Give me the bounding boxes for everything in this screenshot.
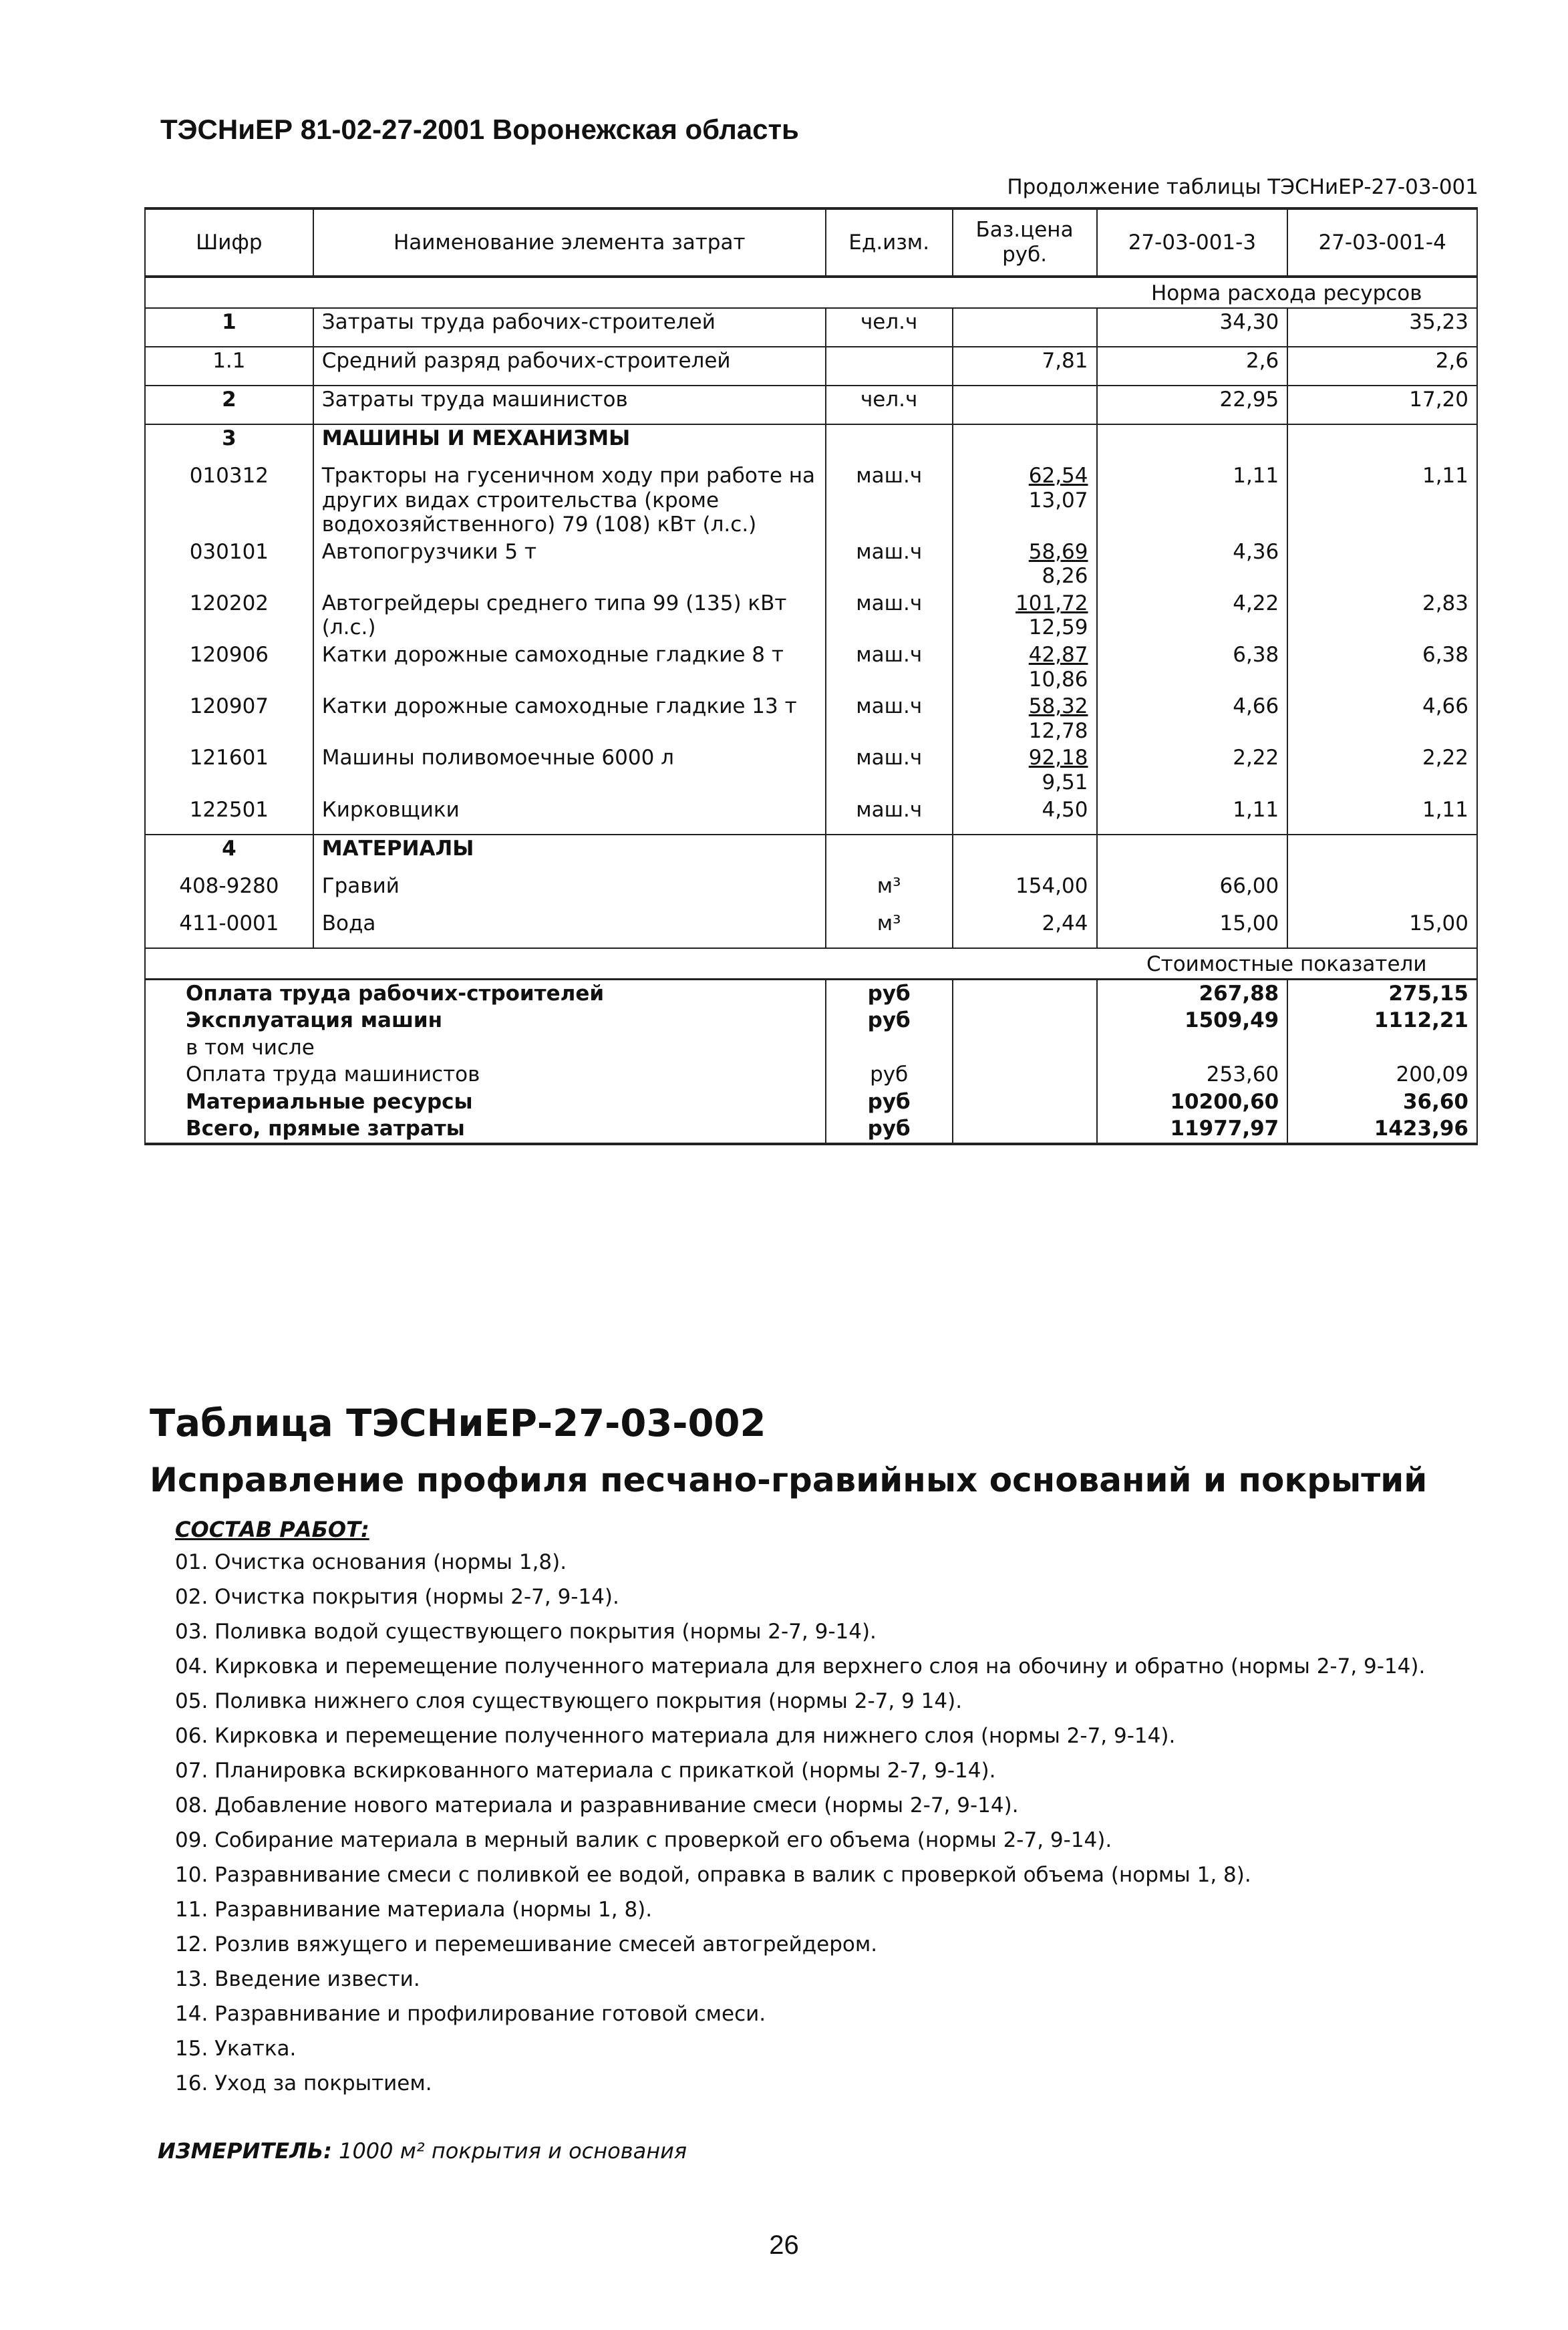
work-item: 11. Разравнивание материала (нормы 1, 8). — [175, 1898, 653, 1922]
price-wage: 9,51 — [1042, 770, 1088, 794]
cell-v3: 4,36 — [1097, 539, 1288, 590]
document-header: ТЭСНиЕР 81-02-27-2001 Воронежская область — [160, 114, 799, 145]
summary-value-3: 1509,49 — [1097, 1007, 1288, 1034]
work-item: 13. Введение извести. — [175, 1967, 420, 1991]
summary-row — [145, 1007, 1477, 1034]
cell-name: Гравий — [313, 873, 826, 910]
table-row — [145, 539, 1477, 590]
price-total: 42,87 — [1028, 643, 1088, 668]
price-wage: 12,59 — [1028, 615, 1088, 640]
col-header-unit: Ед.изм. — [826, 208, 953, 277]
price-wage: 12,78 — [1028, 718, 1088, 743]
cell-v4 — [1287, 835, 1477, 873]
cell-code: 4 — [145, 835, 313, 873]
summary-value-4: 200,09 — [1287, 1061, 1477, 1088]
table-header-row — [145, 208, 1477, 277]
meter-value: 1000 м² покрытия и основания — [339, 2138, 687, 2164]
cell-v4: 1,11 — [1287, 462, 1477, 539]
cell-v3: 1,11 — [1097, 796, 1288, 835]
col-header-price-line1: Баз.цена — [975, 218, 1074, 243]
work-item: 15. Укатка. — [175, 2037, 297, 2061]
price-wage: 13,07 — [1028, 488, 1088, 513]
cell-price — [953, 386, 1097, 424]
work-item: 02. Очистка покрытия (нормы 2-7, 9-14). — [175, 1585, 619, 1609]
table-continuation-note: Продолжение таблицы ТЭСНиЕР-27-03-001 — [1007, 175, 1478, 199]
summary-rows — [145, 979, 1477, 1144]
cell-price — [953, 796, 1097, 835]
cell-unit — [826, 835, 953, 873]
price-total: 2,44 — [1042, 911, 1088, 935]
cell-v4: 2,83 — [1287, 590, 1477, 641]
work-item: 10. Разравнивание смеси с поливкой ее водой, оправка в валик с проверкой объема (нормы 1, 8). — [175, 1863, 1251, 1887]
table-row — [145, 796, 1477, 835]
summary-label: Материальные ресурсы — [145, 1088, 826, 1116]
band-norms-label: Норма расхода ресурсов — [1097, 277, 1478, 308]
cell-name: Затраты труда машинистов — [313, 386, 826, 424]
summary-value-3: 267,88 — [1097, 979, 1288, 1007]
cell-price — [953, 910, 1097, 948]
table-row — [145, 693, 1477, 744]
cell-price — [953, 539, 1097, 590]
summary-value-3: 11977,97 — [1097, 1115, 1288, 1144]
band-costs-row — [145, 948, 1477, 980]
col-header-name: Наименование элемента затрат — [313, 208, 826, 277]
work-item: 05. Поливка нижнего слоя существующего покрытия (нормы 2-7, 9 14). — [175, 1689, 963, 1713]
cell-v3: 66,00 — [1097, 873, 1288, 910]
table-row — [145, 873, 1477, 910]
band-norms-row — [145, 277, 1477, 308]
cell-price — [953, 462, 1097, 539]
summary-value-3: 253,60 — [1097, 1061, 1288, 1088]
cell-code: 2 — [145, 386, 313, 424]
price-total: 62,54 — [1028, 464, 1088, 488]
cell-unit: м³ — [826, 910, 953, 948]
summary-value-4: 36,60 — [1287, 1088, 1477, 1116]
page-number: 26 — [769, 2230, 799, 2260]
work-item: 08. Добавление нового материала и разравнивание смеси (нормы 2-7, 9-14). — [175, 1793, 1019, 1817]
cell-code: 411-0001 — [145, 910, 313, 948]
meter-label: ИЗМЕРИТЕЛЬ: — [158, 2138, 332, 2164]
col-header-price — [953, 208, 1097, 277]
cell-v3: 2,6 — [1097, 347, 1288, 386]
cell-v4 — [1287, 873, 1477, 910]
meter-line — [158, 2138, 687, 2164]
cell-price — [953, 744, 1097, 796]
col-header-norm-4: 27-03-001-4 — [1287, 208, 1477, 277]
price-total: 101,72 — [1015, 591, 1088, 615]
price-total: 58,69 — [1028, 539, 1088, 564]
col-header-norm-3: 27-03-001-3 — [1097, 208, 1288, 277]
cell-v3: 2,22 — [1097, 744, 1288, 796]
cell-v4 — [1287, 539, 1477, 590]
summary-unit — [826, 1034, 953, 1062]
work-item: 03. Поливка водой существующего покрытия (нормы 2-7, 9-14). — [175, 1620, 877, 1644]
cell-v3: 15,00 — [1097, 910, 1288, 948]
price-total: 7,81 — [1042, 349, 1088, 373]
table-row — [145, 424, 1477, 462]
resource-rows — [145, 308, 1477, 948]
table2-title: Таблица ТЭСНиЕР-27-03-002 — [150, 1402, 766, 1445]
col-header-code: Шифр — [145, 208, 313, 277]
cell-unit: маш.ч — [826, 796, 953, 835]
cell-name: Катки дорожные самоходные гладкие 13 т — [313, 693, 826, 744]
cell-unit: маш.ч — [826, 539, 953, 590]
summary-unit: руб — [826, 1088, 953, 1116]
cell-price — [953, 590, 1097, 641]
cell-price — [953, 835, 1097, 873]
table-row — [145, 308, 1477, 347]
cell-code: 1.1 — [145, 347, 313, 386]
price-total: 92,18 — [1028, 746, 1088, 770]
price-total: 4,50 — [1042, 797, 1088, 822]
cell-name: Катки дорожные самоходные гладкие 8 т — [313, 641, 826, 693]
cell-v4: 4,66 — [1287, 693, 1477, 744]
cell-unit: чел.ч — [826, 308, 953, 347]
cell-name: МАШИНЫ И МЕХАНИЗМЫ — [313, 424, 826, 462]
summary-unit: руб — [826, 1061, 953, 1088]
summary-value-4: 1423,96 — [1287, 1115, 1477, 1144]
cell-v4 — [1287, 424, 1477, 462]
cell-unit: маш.ч — [826, 744, 953, 796]
work-item: 09. Собирание материала в мерный валик с проверкой его объема (нормы 2-7, 9-14). — [175, 1828, 1112, 1852]
table2-subtitle: Исправление профиля песчано-гравийных оснований и покрытий — [150, 1461, 1428, 1499]
summary-row — [145, 1088, 1477, 1116]
work-item: 01. Очистка основания (нормы 1,8). — [175, 1550, 567, 1574]
table-row — [145, 744, 1477, 796]
summary-value-3: 10200,60 — [1097, 1088, 1288, 1116]
table-row — [145, 462, 1477, 539]
cell-v3: 1,11 — [1097, 462, 1288, 539]
cell-unit: чел.ч — [826, 386, 953, 424]
summary-label: Всего, прямые затраты — [145, 1115, 826, 1144]
cell-code: 120906 — [145, 641, 313, 693]
cell-v4: 2,6 — [1287, 347, 1477, 386]
cell-price — [953, 347, 1097, 386]
cell-v3 — [1097, 835, 1288, 873]
summary-row — [145, 1034, 1477, 1062]
table-row — [145, 910, 1477, 948]
cell-v4: 1,11 — [1287, 796, 1477, 835]
work-item: 04. Кирковка и перемещение полученного материала для верхнего слоя на обочину и обратно (нормы 2-7, 9-14). — [175, 1654, 1426, 1679]
cell-unit: маш.ч — [826, 590, 953, 641]
summary-unit: руб — [826, 1007, 953, 1034]
summary-value-4: 1112,21 — [1287, 1007, 1477, 1034]
price-total: 154,00 — [1015, 873, 1088, 898]
cell-name: Средний разряд рабочих-строителей — [313, 347, 826, 386]
cell-name: Вода — [313, 910, 826, 948]
work-item: 12. Розлив вяжущего и перемешивание смесей автогрейдером. — [175, 1932, 878, 1956]
cell-name: Автопогрузчики 5 т — [313, 539, 826, 590]
work-item: 07. Планировка вскиркованного материала с прикаткой (нормы 2-7, 9-14). — [175, 1759, 996, 1783]
band-costs-label: Стоимостные показатели — [1097, 948, 1478, 980]
cell-unit: маш.ч — [826, 693, 953, 744]
works-heading: СОСТАВ РАБОТ: — [175, 1517, 369, 1542]
cell-unit: м³ — [826, 873, 953, 910]
summary-label: Оплата труда машинистов — [145, 1061, 826, 1088]
price-total: 58,32 — [1028, 694, 1088, 719]
summary-value-3 — [1097, 1034, 1288, 1062]
cell-price — [953, 873, 1097, 910]
table-row — [145, 641, 1477, 693]
cell-name: Машины поливомоечные 6000 л — [313, 744, 826, 796]
table-row — [145, 590, 1477, 641]
summary-row — [145, 1061, 1477, 1088]
cell-code: 120907 — [145, 693, 313, 744]
summary-label: в том числе — [145, 1034, 826, 1062]
cell-name: Тракторы на гусеничном ходу при работе на других видах строительства (кроме водохозяйственного) 79 (108) кВт (л.с.) — [313, 462, 826, 539]
norms-table — [144, 207, 1478, 1145]
cell-v3: 22,95 — [1097, 386, 1288, 424]
cell-v4: 15,00 — [1287, 910, 1477, 948]
cell-code: 1 — [145, 308, 313, 347]
cell-price — [953, 641, 1097, 693]
cell-v4: 2,22 — [1287, 744, 1477, 796]
cell-unit — [826, 424, 953, 462]
price-wage: 10,86 — [1028, 667, 1088, 692]
summary-row — [145, 1115, 1477, 1144]
cell-code: 408-9280 — [145, 873, 313, 910]
work-item: 06. Кирковка и перемещение полученного материала для нижнего слоя (нормы 2-7, 9-14). — [175, 1724, 1176, 1748]
table-row — [145, 835, 1477, 873]
cell-name: Кирковщики — [313, 796, 826, 835]
summary-value-4 — [1287, 1034, 1477, 1062]
summary-row — [145, 979, 1477, 1007]
cell-v3: 6,38 — [1097, 641, 1288, 693]
table-row — [145, 347, 1477, 386]
work-item: 16. Уход за покрытием. — [175, 2071, 432, 2095]
cell-unit: маш.ч — [826, 641, 953, 693]
cell-v3: 4,22 — [1097, 590, 1288, 641]
cell-v3 — [1097, 424, 1288, 462]
cell-code: 010312 — [145, 462, 313, 539]
cell-unit: маш.ч — [826, 462, 953, 539]
cell-price — [953, 693, 1097, 744]
cell-unit — [826, 347, 953, 386]
work-item: 14. Разравнивание и профилирование готовой смеси. — [175, 2002, 766, 2026]
cell-v4: 35,23 — [1287, 308, 1477, 347]
cell-v4: 6,38 — [1287, 641, 1477, 693]
cell-v3: 4,66 — [1097, 693, 1288, 744]
summary-unit: руб — [826, 1115, 953, 1144]
cell-code: 121601 — [145, 744, 313, 796]
cell-code: 3 — [145, 424, 313, 462]
cell-name: Автогрейдеры среднего типа 99 (135) кВт (л.с.) — [313, 590, 826, 641]
price-wage: 8,26 — [1042, 564, 1088, 589]
cell-name: МАТЕРИАЛЫ — [313, 835, 826, 873]
summary-unit: руб — [826, 979, 953, 1007]
cell-name: Затраты труда рабочих-строителей — [313, 308, 826, 347]
cell-code: 122501 — [145, 796, 313, 835]
cell-code: 030101 — [145, 539, 313, 590]
col-header-price-line2: руб. — [1002, 243, 1048, 267]
cell-v3: 34,30 — [1097, 308, 1288, 347]
summary-label: Оплата труда рабочих-строителей — [145, 979, 826, 1007]
summary-value-4: 275,15 — [1287, 979, 1477, 1007]
cell-code: 120202 — [145, 590, 313, 641]
works-list — [175, 1549, 1484, 2105]
cell-price — [953, 424, 1097, 462]
cell-price — [953, 308, 1097, 347]
table-row — [145, 386, 1477, 424]
cell-v4: 17,20 — [1287, 386, 1477, 424]
summary-label: Эксплуатация машин — [145, 1007, 826, 1034]
